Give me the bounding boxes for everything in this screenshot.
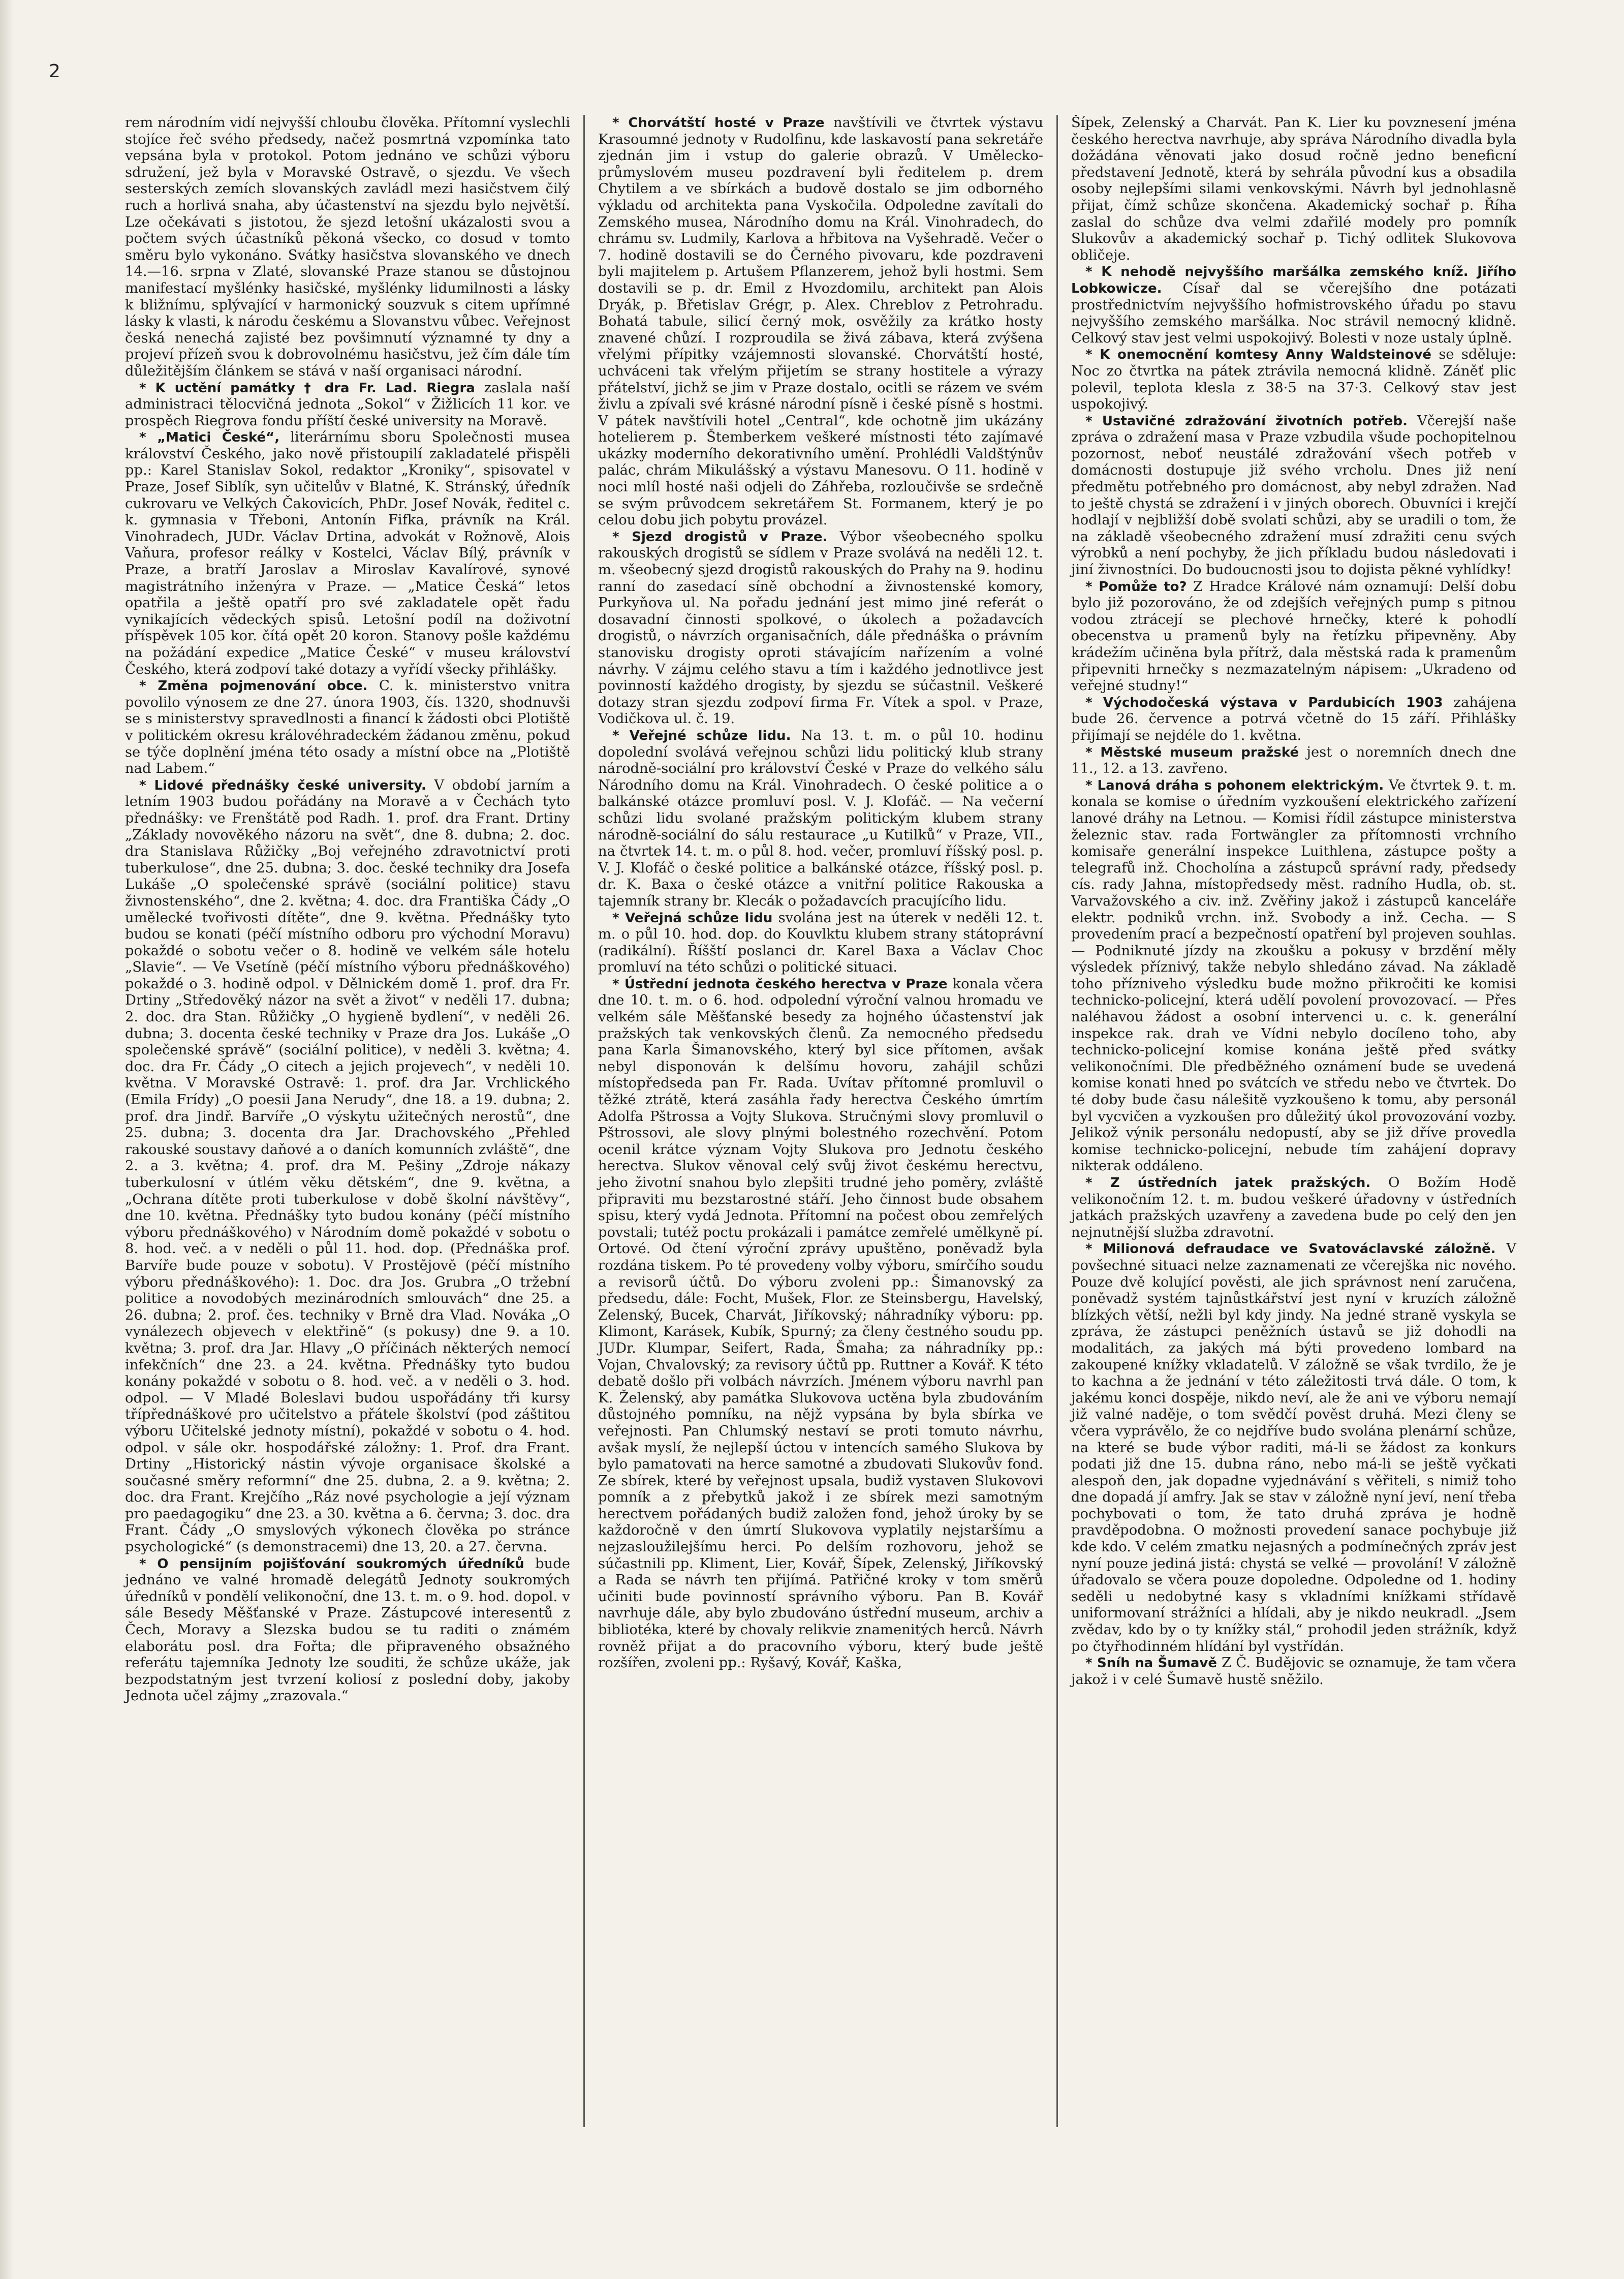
news-item-heading: * Pomůže to? (1085, 579, 1187, 595)
news-item-heading: * Ústřední jednota českého herectva v Praze (612, 976, 948, 992)
news-item-text: V povšechné situaci nelze zaznamenati ze včerejška nic nového. Pouze dvě kolující pověsti, ale jich správnost není zaručena, poněvadž systém tajnůstkářství jest nyní v kruzích záložně blízkých větší, nežli byl kdy jindy. Na jedné straně vyskyla se zpráva, že zástupci peněžních ústavů se již dohodli na modalitách, za jakých má býti provedeno lombard na zakoupené knížky vkladatelů. V záložně se však tvrdilo, že je to kachna a že jednání v této záležitosti trvá dále. O tom, k jakému konci dospěje, nikdo neví, ale že ani ve výboru nemají již valné naděje, o tom svědčí pověst druhá. Mezi členy se včera vyprávělo, že co nejdříve budo svolána plenární schůze, na které se bude výbor raditi, má-li se žádost za konkurs podati již dne 15. dubna ráno, nebo má-li se ještě vyčkati alespoň den, jak dopadne vyjednávání s věřiteli, s nimiž toho dne dopadá jí amfry. Jak se stav v záložně nyní jeví, není třeba pochybovati o tom, že tato druhá zpráva je hodně pravděpodobna. O možnosti provedení sanace pochybuje již kde kdo. V celém zmatku nejasných a podmínečných zpráv jest nyní pouze jediná jistá: chystá se velké — provolání! V záložně úřadovalo se včera pouze dopoledne. Odpoledne od 1. hodiny seděli u nedobytné kasy s vkladními knížkami střídavě uniformovaní strážníci a hlídali, aby je nikdo neukradl. „Jsem zvědav, kdo by o ty knížky stál,“ prohodil jeden strážník, když po čtyřhodinném hlídání byl vystřídán. (1071, 1241, 1516, 1654)
news-item (598, 910, 1043, 976)
news-item-heading: * K onemocnění komtesy Anny Waldsteinové (1085, 347, 1432, 363)
news-item (598, 529, 1043, 728)
news-item-heading: * Chorvátští hosté v Praze (612, 115, 825, 131)
news-item-heading: * Lanová dráha s pohonem elektrickým. (1085, 777, 1384, 793)
column-1 (112, 115, 583, 2127)
news-item (598, 976, 1043, 1672)
news-item-text: se sděluje: Noc zo čtvrtka na pátek ztrávila nemocná klidně. Záněť plic polevil, teplota klesla z 38·5 na 37·3. Celkový stav jest uspokojivý. (1071, 347, 1516, 413)
news-item-heading: * Veřejné schůze lidu. (612, 728, 791, 743)
news-item-text: zaslala naší administraci tělocvičná jednota „Sokol“ v Žižlicích 11 kor. ve prospěch Riegrova fondu příští české university na Moravě. (125, 380, 570, 429)
news-item-text: Z Č. Budějovic se oznamuje, že tam včera jakož i v celé Šumavě hustě sněžilo. (1071, 1655, 1516, 1688)
news-item-heading: * Sníh na Šumavě (1085, 1656, 1217, 1671)
news-item (1071, 347, 1516, 413)
news-item-text: Šípek, Zelenský a Charvát. Pan K. Lier ku povznesení jména českého herectva navrhuje, aby správa Národního divadla byla dožádána věnovati jako dosud ročně jedno beneficní představení Jednotě, která by sehrála původní kus a obsadila osoby nejlepšími silami venkovskými. Návrh byl jednohlasně přijat, čímž schůze skončena. Akademický sochař p. Říha zaslal do schůze dva velmi zdařilé modely pro pomník Slukovův a akademický sochař p. Tichý odlitek Slukovova obličeje. (1071, 115, 1516, 263)
news-item (1071, 264, 1516, 347)
article-columns (112, 115, 1529, 2127)
news-item-heading: * O pensijním pojišťování soukromých úředníků (139, 1556, 524, 1572)
news-item (598, 115, 1043, 529)
news-item-heading: * Milionová defraudace ve Svatováclavské záložně. (1085, 1241, 1496, 1257)
news-item-heading: * Lidové přednášky české university. (139, 777, 426, 793)
news-item (125, 115, 570, 380)
news-item (1071, 579, 1516, 695)
news-item-heading: * Ustavičné zdražování životních potřeb. (1085, 413, 1408, 429)
news-item-heading: * Z ústředních jatek pražských. (1085, 1175, 1371, 1191)
column-rule (1056, 115, 1058, 2127)
news-item-heading: * K uctění památky † dra Fr. Lad. Riegra (139, 380, 475, 396)
news-item-heading: * Východočeská výstava v Pardubicích 1903 (1085, 695, 1443, 710)
news-item (125, 1556, 570, 1705)
news-item (598, 728, 1043, 910)
news-item-heading: * Městské museum pražské (1085, 744, 1299, 760)
news-item-heading: * Sjezd drogistů v Praze. (612, 529, 828, 545)
news-item-text: Ve čtvrtek 9. t. m. konala se komise o úředním vyzkoušení elektrického zařízení lanové dráhy na Letnou. — Komisi řídil zástupce ministerstva železnic stav. rada Fortwängler za přítomnosti vrchního komisaře generální inspekce Luithlena, zástupce pošty a telegrafů inž. Chocholína a zástupců správní rady, předsedy cís. rady Jahna, místopředsedy měst. radního Hudla, ob. st. Varvažovského a civ. inž. Zvěřiny jakož i zástupců kanceláře elektr. podniků vrchn. inž. Svobody a inž. Cecha. — S provedením prací a bezpečností opatření byl projeven souhlas. — Podniknuté jízdy na zkoušku a pokusy v brzdění měly výsledek příznivý, takže nebylo shledáno závad. Na základě toho přízniveho výsledku bude možno přikročiti ke komisi technicko-policejní, která udělí povolení provozovací. — Přes naléhavou žádost a osobní intervenci u. c. k. generální inspekce rak. drah ve Vídni nebylo docíleno toho, aby technicko-policejní komise konána ještě před svátky velikonočními. Dle předběžného oznámení bude se uvedená komise konati hned po svátcích ve středu nebo ve čtvrtek. Do té doby bude času nálešitě vyzkoušeno k tomu, aby personál byl vycvičen a vyzkoušen pro důležitý úkol provozování vozby. Jelikož výnik personálu nedopustí, aby se již dříve provedla komise technicko-policejní, nebude tím zahájení dopravy nikterak oddáleno. (1071, 777, 1516, 1174)
news-item (1071, 1655, 1516, 1688)
news-item-text: Včerejší naše zpráva o zdražení masa v Praze vzbudila všude pochopitelnou pozornost, neboť neustálé zdražování všech potřeb v domácnosti dostupuje již svého vrcholu. Dnes již není předmětu potřebného pro domácnost, aby nebyl zdražen. Nad to ještě chystá se zdražení i v jiných oborech. Obuvníci i krejčí hodlají v nejbližší době svolati schůzi, aby se uradili o tom, že na základě všeobecného zdražení musí zdražiti cenu svých výrobků a není pochyby, že jich příkladu budou následovati i jiní živnostníci. Do budoucnosti jsou to dojista pěkné vyhlídky! (1071, 413, 1517, 578)
news-item-text: zahájena bude 26. července a potrvá včetně do 15 září. Přihlášky přijímají se nejdéle do 1. května. (1071, 694, 1516, 743)
news-item (1071, 1241, 1516, 1655)
news-item-heading: * Změna pojmenování obce. (139, 678, 368, 694)
news-item (125, 678, 570, 777)
news-item-heading: * K nehodě nejvyššího maršálka zemského kníž. Jiřího Lobkowicze. (1071, 264, 1516, 296)
column-rule (583, 115, 585, 2127)
news-item-text: bude jednáno ve valné hromadě delegátů Jednoty soukromých úředníků v pondělí velikonoční, dne 13. t. m. o 9. hod. dopol. v sále Besedy Měšťanské v Praze. Zástupcové interesentů z Čech, Moravy a Slezska budou se tu raditi o známém elaborátu posl. dra Fořta; dle připraveného obsažného referátu tajemníka Jednoty lze souditi, že schůze ukáže, jak bezpodstatným jest tvrzení koliosí z poslední doby, jakoby Jednota učel zájmy „zrazovala.“ (125, 1555, 570, 1704)
news-item-text: konala včera dne 10. t. m. o 6. hod. odpolední výroční valnou hromadu ve velkém sále Měšťanské besedy za hojného účastenství jak pražských tak venkovských členů. Za nemocného předsedu pana Karla Šimanovského, který byl sice přítomen, avšak nebyl disponován k delšímu hovoru, zahájil schůzi místopředseda pan Fr. Rada. Uvítav přítomné promluvil o těžké ztrátě, která zasáhla řady herectva Českého úmrtím Adolfa Pštrossa a Vojty Slukova. Stručnými slovy promluvil o Pštrossovi, ale slovy plnými bolestného rozechvění. Potom ocenil krátce význam Vojty Slukova pro Jednotu českého herectva. Slukov věnoval celý svůj život českému herectvu, jeho životní snahou bylo zlepšiti trudné jeho poměry, zvláště připraviti mu bezstarostné stáří. Jeho činnost bude obsahem spisu, který vydá Jednota. Přítomní na počest obou zemřelých povstali; tutéž poctu prokázali i památce zemřelé umělkyně pí. Ortové. Od čtení výroční zprávy upuštěno, poněvadž byla rozdána tiskem. Po té provedeny volby výboru, smírčího soudu a revisorů účtů. Do výboru zvoleni pp.: Šimanovský za předsedu, dále: Focht, Mušek, Flor. ze Steinsbergu, Havelský, Zelenský, Bucek, Charvát, Jiříkovský; náhradníky výboru: pp. Klimont, Karásek, Kubík, Spurný; za členy čestného soudu pp. JUDr. Klumpar, Seifert, Rada, Šmaha; za náhradníky pp.: Vojan, Chvalovský; za revisory účtů pp. Ruttner a Kovář. K této debatě došlo při volbách návrzích. Jménem výboru navrhl pan K. Želenský, aby památka Slukovova uctěna byla zbudováním důstojného pomníku, na nějž vypsána by byla sbírka ve veřejnosti. Pan Chlumský nestaví se proti tomuto návrhu, avšak myslí, že nejlepší úctou v intencích samého Slukova by bylo pamatovati na herce samotné a zbudovati Slukovův fond. Ze sbírek, které by veřejnost upsala, budiž vystaven Slukovovi pomník a z přebytků jakož i ze sbírek mezi samotným herectvem pořádaných budiž založen fond, jehož úroky by se každoročně v den úmrtí Slukovova vyplatily nejstaršímu a nejzasloužilejšímu herci. Po delším rozhovoru, jehož se súčastnili pp. Kliment, Lier, Kovář, Šípek, Zelenský, Jiříkovský a Rada se návrh ten přijímá. Patřičné kroky v tom směrů učiniti bude povinností správního výboru. Pan B. Kovář navrhuje dále, aby bylo zbudováno ústřední museum, archiv a bibliotéka, které by chovaly relikvie znamenitých herců. Návrh rovněž přijat a do pracovního výboru, který bude ještě rozšířen, zvoleni pp.: Ryšavý, Kovář, Kaška, (598, 976, 1044, 1671)
news-item (1071, 777, 1516, 1175)
news-item-text: rem národním vidí nejvyšší chloubu člověka. Přítomní vyslechli stojíce řeč svého předsedy, načež posmrtná vzpomínka tato vepsána byla v protokol. Potom jednáno ve schůzi výboru sdružení, jež byla v Moravské Ostravě, o sjezdu. Ve všech sesterských zemích slovanských zavládl mezi hasičstvem čilý ruch a horlivá snaha, aby účastenství na sjezdu bylo největší. Lze očekávati s jistotou, že sjezd letošní ukázalosti svou a počtem svých účastníků pěkoná všecko, co dosud v tomto směru bylo vykonáno. Svátky hasičstva slovanského ve dnech 14.—16. srpna v Zlaté, slovanské Praze stanou se důstojnou manifestací myšlénky hasičské, myšlénky lidumilnosti a lásky k bližnímu, splývající v harmonický souzvuk s citem upřímné lásky k vlasti, k národu českému a Slovanstvu vůbec. Veřejnost česká nenechá zajisté bez povšimnutí významné ty dny a projeví přízeň svou k dobrovolnému hasičstvu, jež čím dále tím důležitějším článkem se stává v naší organisaci národní. (125, 115, 570, 379)
news-item-text: O Božím Hodě velikonočním 12. t. m. budou veškeré úřadovny v ústředních jatkách pražských uzavřeny a zavedena bude po celý den jen nejnutnější služba zdravotní. (1071, 1175, 1516, 1240)
news-item (1071, 695, 1516, 744)
column-2 (585, 115, 1056, 2127)
news-item-text: Císař dal se včerejšího dne potázati prostřednictvím nejvyššího hofmistrovského úřadu po stavu nejvyššího zemského maršálka. Noc strávil nemocný klidně. Celkový stav jest velmi uspokojivý. Bolesti v noze ustaly úplně. (1071, 280, 1516, 346)
news-item-text: V období jarním a letním 1903 budou pořádány na Moravě a v Čechách tyto přednášky: ve Frenštátě pod Radh. 1. prof. dra Frant. Drtiny „Základy novověkého názoru na svět“, dne 8. dubna; 2. doc. dra Stanislava Růžičky „Boj veřejného zdravotnictví proti tuberkulose“, dne 25. dubna; 3. doc. české techniky dra Josefa Lukáše „O společenské správě (sociální politice) stavu živnostenského“, dne 2. května; 4. doc. dra Františka Čády „O umělecké tvořivosti dítěte“, dne 9. května. Přednášky tyto budou se konati (péčí místního odboru pro východní Moravu) pokaždé o sobotu večer o 8. hodině ve velkém sále hotelu „Slavie“. — Ve Vsetíně (péčí místního výboru přednáškového) pokaždé o 3. hodině odpol. v Dělnickém domě 1. prof. dra Fr. Drtiny „Středověký názor na svět a život“ v neděli 17. dubna; 2. doc. dra Stan. Růžičky „O hygieně bydlení“, v neděli 26. dubna; 3. docenta české techniky v Praze dra Jos. Lukáše „O společenské správě“ (sociální politice), v neděli 3. května; 4. doc. dra Fr. Čády „O citech a jejich projevech“, v neděli 10. května. V Moravské Ostravě: 1. prof. dra Jar. Vrchlického (Emila Frídy) „O poesii Jana Nerudy“, dne 18. a 19. dubna; 2. prof. dra Jindř. Barvíře „O výskytu užitečných nerostů“, dne 25. dubna; 3. docenta dra Jar. Drachovského „Přehled rakouské soustavy daňové a o daních komunních zvláště“, dne 2. a 3. května; 4. prof. dra M. Pešiny „Zdroje nákazy tuberkulosní v útlém věku dětském“, dne 9. května, a „Ochrana dítěte proti tuberkulose v době školní návštěvy“, dne 10. května. Přednášky tyto budou konány (péčí místního výboru přednáškového) v Národním domě pokaždé v sobotu o 8. hod. več. a v neděli o půl 11. hod. dop. (Přednáška prof. Barvíře bude pouze v sobotu). V Prostějově (péčí místního výboru přednáškového): 1. Doc. dra Jos. Grubra „O tržební politice a novodobých mezinárodních smlouvách“ dne 25. a 26. dubna; 2. prof. čes. techniky v Brně dra Vlad. Nováka „O vynálezech objevech v elektřině“ (s pokusy) dne 9. a 10. května; 3. prof. dra Jar. Hlavy „O příčinách některých nemocí infekčních“ dne 23. a 24. května. Přednášky tyto budou konány pokaždé v sobotu o 8. hod. več. a v neděli o 3. hod. odpol. — V Mladé Boleslavi budou uspořádány tři kursy třípřednáškové pro učitelstvo a přátele školství (pod záštitou výboru Učitelské jednoty místní), pokaždé v sobotu o 4. hod. odpol. v sále okr. hospodářské záložny: 1. Prof. dra Frant. Drtiny „Historický nástin vývoje organisace školské a současné směry reformní“ dne 25. dubna, 2. a 9. května; 2. doc. dra Frant. Krejčího „Ráz nové psychologie a její význam pro paedagogiku“ dne 23. a 30. května a 6. června; 3. doc. dra Frant. Čády „O smyslových výkonech člověka po stránce psychologické“ (s demonstracemi) dne 13, 20. a 27. června. (125, 777, 570, 1555)
news-item-text: jest o noremních dnech dne 11., 12. a 13. zavřeno. (1071, 744, 1516, 777)
news-item-text: Na 13. t. m. o půl 10. hodinu dopolední svolává veřejnou schůzi lidu politický klub strany národně-sociální pro království České v Praze do velkého sálu Národního domu na Král. Vinohradech. O české politice a o balkánské otázce promluví posl. V. J. Klofáč. — Na večerní schůzi lidu svolané pražským politickým klubem strany národně-sociální do sálu restaurace „u Kutilků“ v Praze, VII., na čtvrtek 14. t. m. o půl 8. hod. večer, promluví říšský posl. p. V. J. Klofáč o české politice a balkánské otázce, říšský posl. p. dr. K. Baxa o české otázce a vnitřní politice Rakouska a tajemník strany br. Klecák o požadavcích pracujícího lidu. (598, 727, 1043, 909)
news-item (1071, 413, 1516, 579)
news-item (125, 777, 570, 1556)
news-item (1071, 115, 1516, 264)
news-item-text: literárnímu sboru Společnosti musea království Českého, jako nově přistoupilí zakladatelé přispěli pp.: Karel Stanislav Sokol, redaktor „Kroniky“, spisovatel v Praze, Josef Siblík, syn učitelův v Blatné, K. Stránský, úředník cukrovaru ve Velkých Čakovicích, PhDr. Josef Novák, ředitel c. k. gymnasia v Třeboni, Antonín Fifka, právník na Král. Vinohradech, JUDr. Václav Drtina, advokát v Rožnově, Alois Vaňura, profesor reálky v Kostelci, Václav Bílý, právník v Praze, a bratří Jaroslav a Miroslav Kavalírové, synové magistrátního inženýra v Praze. — „Matice Česká“ letos opatřila a ještě opatří pro své zakladatele opět řadu vynikajících vědeckých spisů. Letošní podíl na doživotní příspěvek 105 kor. čítá opět 20 koron. Stanovy pošle každému na požádání expedice „Matice České“ v museu království Českého, která zodpoví také dotazy a vyřídí všecky přihlášky. (125, 429, 570, 677)
news-item-heading: * „Matici České“, (139, 430, 280, 446)
column-3 (1058, 115, 1529, 2127)
news-item (125, 429, 570, 678)
page-number-mark: 2 (49, 61, 60, 82)
news-item-text: Výbor všeobecného spolku rakouských drogistů se sídlem v Praze svolává na neděli 12. t. m. všeobecný sjezd drogistů rakouských do Prahy na 9. hodinu ranní do zasedací síně obchodní a živnostenské komory, Purkyňova ul. Na pořadu jednání jest mimo jiné referát o dosavadní činnosti spolkové, o úkolech a požadavcích drogistů, o návrzích organisačních, dále přednáška o právním stanovisku drogisty oproti stávajícím nařízením a volné návrhy. V zájmu celého stavu a tím i každého jednotlivce jest povinností každého drogisty, by sjezdu se súčastnil. Veškeré dotazy stran sjezdu zodpoví firma Fr. Vítek a spol. v Praze, Vodičkova ul. č. 19. (598, 528, 1043, 727)
news-item (1071, 744, 1516, 777)
news-item (125, 380, 570, 430)
news-item-text: Z Hradce Králové nám oznamují: Delší dobu bylo již pozorováno, že od zdejších veřejných pump s pitnou vodou ztrácejí se plechové hrnečky, které k pohodlí obecenstva u pramenů byly na řetízku připevněny. Aby krádežím učiněna byla přítrž, dala městská rada k pramenům připevniti hrnečky s nezmazatelným nápisem: „Ukradeno od veřejné studny!“ (1071, 578, 1516, 694)
news-item-text: navštívili ve čtvrtek výstavu Krasoumné jednoty v Rudolfinu, kde laskavostí pana sekretáře zjednán jim i vstup do galerie obrazů. V Umělecko-průmyslovém museu pozdravení byli ředitelem p. drem Chytilem a ve sbírkách a budově dostalo se jim odborného výkladu od architekta pana Vyskočila. Odpoledne zavítali do Zemského musea, Národního domu na Král. Vinohradech, do chrámu sv. Ludmily, Karlova a hřbitova na Vyšehradě. Večer o 7. hodině dostavili se do Černého pivovaru, kde pozdraveni byli majitelem p. Artušem Pflanzerem, jehož byli hostmi. Sem dostavili se p. dr. Emil z Hvozdomilu, architekt pan Alois Dryák, p. Břetislav Grégr, p. Alex. Chreblov z Petrohradu. Bohatá tabule, silicí černý mok, osvěžily za krátko hosty znavené chůzí. I rozproudila se živá zábava, která zvýšena vřelými přípitky vzájemnosti slovanské. Chorvátští hosté, uchváceni tak vřelým přijetím se strany hostitele a výrazy přátelství, jichž se jim v Praze dostalo, ocitli se rázem ve svém živlu a zpívali své krásné národní písně i české písně s hostmi. V pátek navštívili hotel „Central“, kde ochotně jim ukázány hotelierem p. Štemberkem veškeré místnosti této zajímavé ukázky moderního dekorativního umění. Prohlédli Valdštýnův palác, chrám Mikulášský a výstavu Manesovu. O 11. hodině v noci mlíl hosté naši odjeli do Záhřeba, rozloučivše se srdečně se svým průvodcem sekretářem St. Formanem, který je po celou dobu jich pobytu provázel. (598, 115, 1043, 528)
news-item-text: svolána jest na úterek v neděli 12. t. m. o půl 10. hod. dop. do Kouvlktu klubem strany státoprávní (radikální). Říšští poslanci dr. Karel Baxa a Václav Choc promluví na této schůzi o politické situaci. (598, 910, 1043, 976)
scan-edge (0, 0, 14, 2279)
news-item-text: C. k. ministerstvo vnitra povolilo výnosem ze dne 27. února 1903, čís. 1320, shodnuvši se s ministerstvy spravedlnosti a financí k žádosti obci Plotiště v politickém okresu královéhradeckém žádanou změnu, pokud se týče doplnění jména této osady a místní obce na „Plotiště nad Labem.“ (125, 678, 570, 777)
news-item-heading: * Veřejná schůze lidu (612, 910, 773, 926)
news-item (1071, 1175, 1516, 1241)
